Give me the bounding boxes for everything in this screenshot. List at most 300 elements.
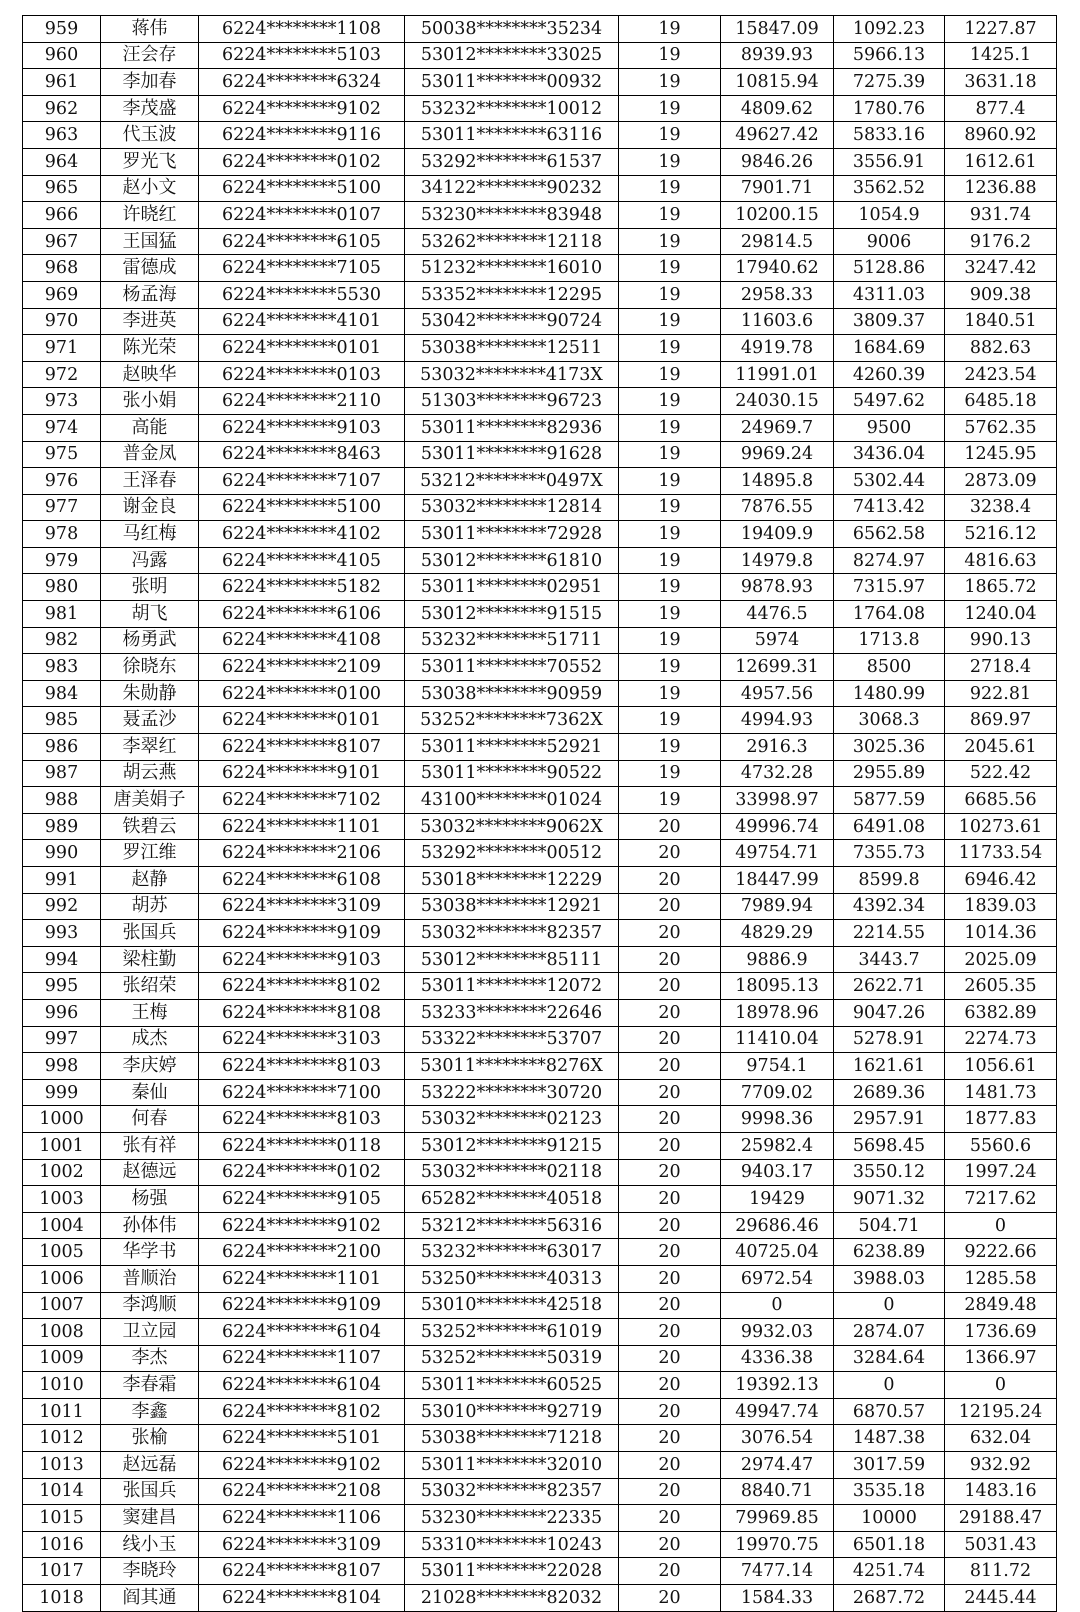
amount-a-cell: 18978.96 [721,999,834,1026]
amount-c-cell: 3238.4 [945,494,1057,521]
seq-cell: 1009 [23,1345,101,1372]
name-cell: 铁碧云 [101,813,199,840]
amount-a-cell: 7709.02 [721,1079,834,1106]
amount-a-cell: 7876.55 [721,494,834,521]
seq-cell: 978 [23,521,101,548]
card-cell: 6224********1101 [199,1265,405,1292]
name-cell: 李加春 [101,69,199,96]
amount-a-cell: 19970.75 [721,1531,834,1558]
amount-b-cell: 504.71 [834,1212,945,1239]
amount-a-cell: 9878.93 [721,574,834,601]
seq-cell: 1012 [23,1425,101,1452]
table-row [23,1026,1057,1053]
seq-cell: 974 [23,414,101,441]
amount-a-cell: 25982.4 [721,1132,834,1159]
card-cell: 6224********9109 [199,1292,405,1319]
card-cell: 6224********5100 [199,494,405,521]
id-cell: 53012********91515 [405,601,619,628]
seq-cell: 997 [23,1026,101,1053]
table-row [23,228,1057,255]
amount-c-cell: 2605.35 [945,973,1057,1000]
seq-cell: 969 [23,281,101,308]
amount-c-cell: 522.42 [945,760,1057,787]
id-cell: 53011********02951 [405,574,619,601]
seq-cell: 986 [23,734,101,761]
name-cell: 梁柱勤 [101,946,199,973]
seq-cell: 981 [23,601,101,628]
name-cell: 高能 [101,414,199,441]
card-cell: 6224********9105 [199,1186,405,1213]
amount-a-cell: 18447.99 [721,867,834,894]
amount-a-cell: 19392.13 [721,1372,834,1399]
name-cell: 赵映华 [101,361,199,388]
amount-a-cell: 7477.14 [721,1558,834,1585]
amount-a-cell: 33998.97 [721,787,834,814]
name-cell: 胡苏 [101,893,199,920]
seq-cell: 1000 [23,1106,101,1133]
group-cell: 20 [619,1026,721,1053]
card-cell: 6224********6108 [199,867,405,894]
amount-a-cell: 9932.03 [721,1319,834,1346]
table-row [23,1292,1057,1319]
seq-cell: 999 [23,1079,101,1106]
amount-c-cell: 869.97 [945,707,1057,734]
amount-a-cell: 11991.01 [721,361,834,388]
amount-b-cell: 1764.08 [834,601,945,628]
id-cell: 53012********91215 [405,1132,619,1159]
table-row [23,69,1057,96]
group-cell: 20 [619,813,721,840]
id-cell: 53352********12295 [405,281,619,308]
card-cell: 6224********0103 [199,361,405,388]
group-cell: 20 [619,1186,721,1213]
amount-a-cell: 8939.93 [721,42,834,69]
group-cell: 19 [619,680,721,707]
card-cell: 6224********8103 [199,1106,405,1133]
name-cell: 张国兵 [101,920,199,947]
name-cell: 赵远磊 [101,1452,199,1479]
seq-cell: 1007 [23,1292,101,1319]
name-cell: 胡云燕 [101,760,199,787]
amount-a-cell: 9998.36 [721,1106,834,1133]
group-cell: 19 [619,547,721,574]
amount-a-cell: 4809.62 [721,95,834,122]
table-row [23,1132,1057,1159]
name-cell: 普顺治 [101,1265,199,1292]
amount-b-cell: 3017.59 [834,1452,945,1479]
id-cell: 53038********12511 [405,335,619,362]
card-cell: 6224********4101 [199,308,405,335]
amount-b-cell: 6562.58 [834,521,945,548]
card-cell: 6224********6104 [199,1319,405,1346]
amount-a-cell: 0 [721,1292,834,1319]
amount-a-cell: 6972.54 [721,1265,834,1292]
card-cell: 6224********0101 [199,707,405,734]
amount-c-cell: 1014.36 [945,920,1057,947]
group-cell: 19 [619,521,721,548]
table-row [23,1372,1057,1399]
amount-c-cell: 1285.58 [945,1265,1057,1292]
amount-a-cell: 9846.26 [721,148,834,175]
amount-c-cell: 8960.92 [945,122,1057,149]
name-cell: 张有祥 [101,1132,199,1159]
seq-cell: 990 [23,840,101,867]
id-cell: 53032********12814 [405,494,619,521]
id-cell: 43100********01024 [405,787,619,814]
group-cell: 19 [619,42,721,69]
id-cell: 53252********61019 [405,1319,619,1346]
id-cell: 53038********12921 [405,893,619,920]
id-cell: 53232********51711 [405,627,619,654]
group-cell: 19 [619,95,721,122]
name-cell: 秦仙 [101,1079,199,1106]
group-cell: 20 [619,893,721,920]
group-cell: 19 [619,361,721,388]
card-cell: 6224********3109 [199,1531,405,1558]
group-cell: 20 [619,1265,721,1292]
card-cell: 6224********9116 [199,122,405,149]
amount-c-cell: 5031.43 [945,1531,1057,1558]
name-cell: 李春霜 [101,1372,199,1399]
amount-b-cell: 3025.36 [834,734,945,761]
amount-c-cell: 5216.12 [945,521,1057,548]
amount-c-cell: 932.92 [945,1452,1057,1479]
name-cell: 李鑫 [101,1398,199,1425]
amount-b-cell: 0 [834,1292,945,1319]
group-cell: 20 [619,973,721,1000]
amount-c-cell: 9222.66 [945,1239,1057,1266]
amount-b-cell: 5128.86 [834,255,945,282]
table-row [23,1079,1057,1106]
amount-b-cell: 5497.62 [834,388,945,415]
amount-c-cell: 1240.04 [945,601,1057,628]
amount-c-cell: 2274.73 [945,1026,1057,1053]
seq-cell: 970 [23,308,101,335]
group-cell: 19 [619,494,721,521]
group-cell: 20 [619,920,721,947]
name-cell: 胡飞 [101,601,199,628]
id-cell: 21028********82032 [405,1585,619,1612]
seq-cell: 975 [23,441,101,468]
amount-b-cell: 4392.34 [834,893,945,920]
id-cell: 53232********63017 [405,1239,619,1266]
name-cell: 孙体伟 [101,1212,199,1239]
id-cell: 53011********70552 [405,654,619,681]
group-cell: 20 [619,1292,721,1319]
amount-b-cell: 3535.18 [834,1478,945,1505]
group-cell: 20 [619,867,721,894]
amount-a-cell: 7989.94 [721,893,834,920]
id-cell: 65282********40518 [405,1186,619,1213]
amount-c-cell: 1483.16 [945,1478,1057,1505]
table-row [23,1478,1057,1505]
amount-a-cell: 9969.24 [721,441,834,468]
seq-cell: 983 [23,654,101,681]
card-cell: 6224********2110 [199,388,405,415]
id-cell: 53233********22646 [405,999,619,1026]
amount-a-cell: 8840.71 [721,1478,834,1505]
group-cell: 19 [619,627,721,654]
table-row [23,1186,1057,1213]
seq-cell: 994 [23,946,101,973]
seq-cell: 992 [23,893,101,920]
seq-cell: 1016 [23,1531,101,1558]
card-cell: 6224********6105 [199,228,405,255]
group-cell: 20 [619,1531,721,1558]
amount-b-cell: 1780.76 [834,95,945,122]
name-cell: 赵静 [101,867,199,894]
group-cell: 20 [619,1106,721,1133]
name-cell: 雷德成 [101,255,199,282]
id-cell: 53032********82357 [405,920,619,947]
table-row [23,1106,1057,1133]
id-cell: 53250********40313 [405,1265,619,1292]
amount-a-cell: 12699.31 [721,654,834,681]
card-cell: 6224********2108 [199,1478,405,1505]
id-cell: 53230********22335 [405,1505,619,1532]
amount-c-cell: 1840.51 [945,308,1057,335]
amount-c-cell: 2045.61 [945,734,1057,761]
group-cell: 19 [619,228,721,255]
group-cell: 20 [619,1079,721,1106]
name-cell: 罗光飞 [101,148,199,175]
group-cell: 20 [619,1558,721,1585]
name-cell: 朱勋静 [101,680,199,707]
group-cell: 20 [619,1585,721,1612]
id-cell: 53011********8276X [405,1053,619,1080]
table-row [23,1345,1057,1372]
seq-cell: 1014 [23,1478,101,1505]
card-cell: 6224********5530 [199,281,405,308]
amount-a-cell: 24969.7 [721,414,834,441]
table-row [23,787,1057,814]
amount-a-cell: 4732.28 [721,760,834,787]
id-cell: 53011********91628 [405,441,619,468]
amount-a-cell: 24030.15 [721,388,834,415]
card-cell: 6224********8102 [199,1398,405,1425]
group-cell: 20 [619,946,721,973]
seq-cell: 984 [23,680,101,707]
amount-b-cell: 9047.26 [834,999,945,1026]
table-row [23,521,1057,548]
amount-b-cell: 3443.7 [834,946,945,973]
amount-a-cell: 10815.94 [721,69,834,96]
name-cell: 李庆婷 [101,1053,199,1080]
amount-c-cell: 10273.61 [945,813,1057,840]
group-cell: 19 [619,574,721,601]
id-cell: 34122********90232 [405,175,619,202]
amount-b-cell: 5966.13 [834,42,945,69]
group-cell: 19 [619,601,721,628]
table-row [23,680,1057,707]
amount-b-cell: 7315.97 [834,574,945,601]
amount-a-cell: 9754.1 [721,1053,834,1080]
group-cell: 20 [619,840,721,867]
seq-cell: 1013 [23,1452,101,1479]
group-cell: 19 [619,441,721,468]
group-cell: 19 [619,255,721,282]
amount-c-cell: 931.74 [945,202,1057,229]
card-cell: 6224********3103 [199,1026,405,1053]
seq-cell: 1010 [23,1372,101,1399]
card-cell: 6224********7100 [199,1079,405,1106]
name-cell: 聂孟沙 [101,707,199,734]
id-cell: 53011********63116 [405,122,619,149]
table-row [23,361,1057,388]
id-cell: 53018********12229 [405,867,619,894]
card-cell: 6224********4102 [199,521,405,548]
amount-a-cell: 1584.33 [721,1585,834,1612]
amount-a-cell: 9403.17 [721,1159,834,1186]
group-cell: 19 [619,69,721,96]
group-cell: 20 [619,1425,721,1452]
id-cell: 53222********30720 [405,1079,619,1106]
data-table [22,15,1057,1612]
amount-c-cell: 2718.4 [945,654,1057,681]
amount-a-cell: 18095.13 [721,973,834,1000]
seq-cell: 959 [23,16,101,43]
name-cell: 李进英 [101,308,199,335]
amount-b-cell: 3556.91 [834,148,945,175]
id-cell: 53038********71218 [405,1425,619,1452]
amount-b-cell: 5278.91 [834,1026,945,1053]
amount-b-cell: 2687.72 [834,1585,945,1612]
name-cell: 普金凤 [101,441,199,468]
card-cell: 6224********9101 [199,760,405,787]
group-cell: 19 [619,468,721,495]
amount-c-cell: 1481.73 [945,1079,1057,1106]
seq-cell: 963 [23,122,101,149]
table-row [23,1585,1057,1612]
id-cell: 53230********83948 [405,202,619,229]
group-cell: 19 [619,654,721,681]
table-row [23,1531,1057,1558]
amount-c-cell: 12195.24 [945,1398,1057,1425]
id-cell: 53042********90724 [405,308,619,335]
table-row [23,1425,1057,1452]
amount-c-cell: 5560.6 [945,1132,1057,1159]
table-row [23,813,1057,840]
name-cell: 窦建昌 [101,1505,199,1532]
seq-cell: 1015 [23,1505,101,1532]
card-cell: 6224********8107 [199,1558,405,1585]
table-row [23,760,1057,787]
table-row [23,16,1057,43]
table-row [23,893,1057,920]
name-cell: 李晓玲 [101,1558,199,1585]
amount-c-cell: 5762.35 [945,414,1057,441]
table-row [23,388,1057,415]
group-cell: 19 [619,388,721,415]
group-cell: 19 [619,734,721,761]
amount-b-cell: 5698.45 [834,1132,945,1159]
seq-cell: 1011 [23,1398,101,1425]
amount-b-cell: 10000 [834,1505,945,1532]
card-cell: 6224********5101 [199,1425,405,1452]
amount-c-cell: 9176.2 [945,228,1057,255]
table-row [23,122,1057,149]
amount-b-cell: 7413.42 [834,494,945,521]
seq-cell: 982 [23,627,101,654]
amount-c-cell: 811.72 [945,1558,1057,1585]
name-cell: 张小娟 [101,388,199,415]
name-cell: 华学书 [101,1239,199,1266]
group-cell: 19 [619,202,721,229]
group-cell: 20 [619,1053,721,1080]
table-row [23,441,1057,468]
table-row [23,1265,1057,1292]
id-cell: 53252********50319 [405,1345,619,1372]
id-cell: 53010********92719 [405,1398,619,1425]
name-cell: 张绍荣 [101,973,199,1000]
card-cell: 6224********7105 [199,255,405,282]
card-cell: 6224********6104 [199,1372,405,1399]
amount-a-cell: 7901.71 [721,175,834,202]
name-cell: 王梅 [101,999,199,1026]
seq-cell: 967 [23,228,101,255]
amount-b-cell: 5833.16 [834,122,945,149]
name-cell: 陈光荣 [101,335,199,362]
table-row [23,414,1057,441]
card-cell: 6224********9102 [199,1452,405,1479]
card-cell: 6224********9109 [199,920,405,947]
group-cell: 19 [619,414,721,441]
amount-c-cell: 2423.54 [945,361,1057,388]
id-cell: 53310********10243 [405,1531,619,1558]
card-cell: 6224********9102 [199,95,405,122]
seq-cell: 991 [23,867,101,894]
group-cell: 20 [619,1505,721,1532]
id-cell: 53032********02123 [405,1106,619,1133]
amount-c-cell: 882.63 [945,335,1057,362]
amount-a-cell: 2916.3 [721,734,834,761]
seq-cell: 960 [23,42,101,69]
group-cell: 19 [619,760,721,787]
name-cell: 代玉波 [101,122,199,149]
amount-c-cell: 990.13 [945,627,1057,654]
table-row [23,335,1057,362]
amount-a-cell: 4919.78 [721,335,834,362]
amount-b-cell: 3068.3 [834,707,945,734]
table-row [23,202,1057,229]
amount-b-cell: 2214.55 [834,920,945,947]
amount-b-cell: 3284.64 [834,1345,945,1372]
name-cell: 何春 [101,1106,199,1133]
amount-a-cell: 11603.6 [721,308,834,335]
table-row [23,255,1057,282]
seq-cell: 1001 [23,1132,101,1159]
amount-a-cell: 29686.46 [721,1212,834,1239]
amount-c-cell: 909.38 [945,281,1057,308]
name-cell: 成杰 [101,1026,199,1053]
name-cell: 线小玉 [101,1531,199,1558]
amount-b-cell: 1054.9 [834,202,945,229]
card-cell: 6224********8108 [199,999,405,1026]
table-row [23,281,1057,308]
amount-b-cell: 4260.39 [834,361,945,388]
group-cell: 19 [619,148,721,175]
amount-c-cell: 1612.61 [945,148,1057,175]
amount-b-cell: 2957.91 [834,1106,945,1133]
amount-b-cell: 6238.89 [834,1239,945,1266]
id-cell: 53012********85111 [405,946,619,973]
amount-a-cell: 29814.5 [721,228,834,255]
table-row [23,627,1057,654]
amount-b-cell: 6491.08 [834,813,945,840]
card-cell: 6224********1101 [199,813,405,840]
name-cell: 王国猛 [101,228,199,255]
table-row [23,999,1057,1026]
